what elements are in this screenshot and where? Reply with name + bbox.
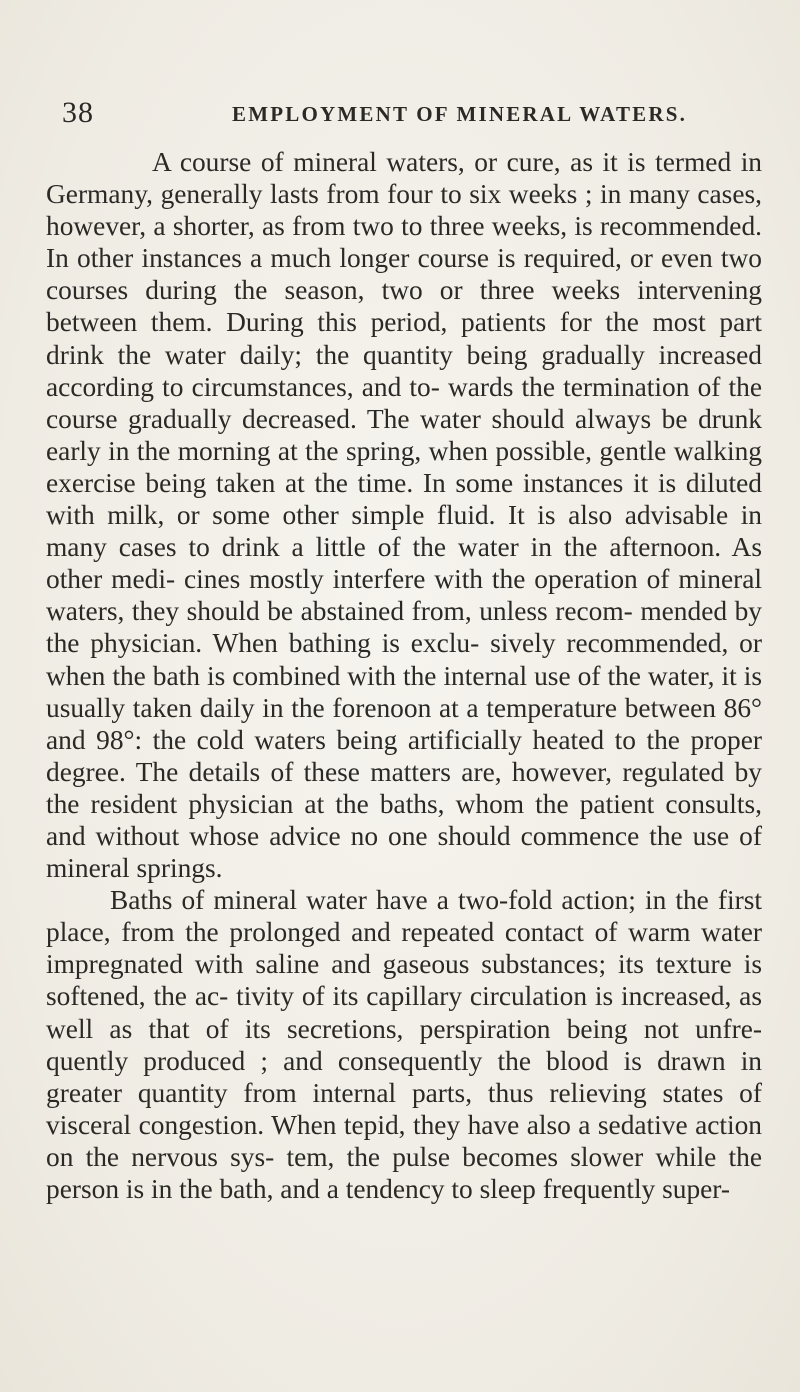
page-header — [62, 96, 752, 128]
paragraph-course-of-mineral-waters: A course of mineral waters, or cure, as it is termed in Germany, generally lasts from four to six weeks ; in many cases, however, a shorter, as from two to three weeks, is recommended. In other instances a much longer course is required, or even two courses during the season, two or three weeks intervening between them. During this period, patients for the most part drink the water daily; the quantity being gradually increased according to circumstances, and to- wards the termination of the course gradually decreased. The water should always be drunk early in the morning at the spring, when possible, gentle walking exercise being taken at the time. In some instances it is diluted with milk, or some other simple fluid. It is also advisable in many cases to drink a little of the water in the afternoon. As other medi- cines mostly interfere with the operation of mineral waters, they should be abstained from, unless recom- mended by the physician. When bathing is exclu- sively recommended, or when the bath is combined with the internal use of the water, it is usually taken daily in the forenoon at a temperature between 86° and 98°: the cold waters being artificially heated to the proper degree. The details of these matters are, however, regulated by the resident physician at the baths, whom the patient consults, and without whose advice no one should commence the use of mineral springs. — [46, 147, 762, 884]
body-text — [46, 146, 762, 1205]
paragraph-baths-of-mineral-water: Baths of mineral water have a two-fold action; in the first place, from the prolonged and repeated contact of warm water impregnated with saline and gaseous substances; its texture is softened, the ac- tivity of its capillary circulation is increased, as well as that of its secretions, perspiration being not unfre- quently produced ; and consequently the blood is drawn in greater quantity from internal parts, thus relieving states of visceral congestion. When tepid, they have also a sedative action on the nervous sys- tem, the pulse becomes slower while the person is in the bath, and a tendency to sleep frequently super- — [46, 885, 762, 1204]
page-number: 38 — [62, 96, 94, 129]
running-head: EMPLOYMENT OF MINERAL WATERS. — [232, 102, 688, 126]
